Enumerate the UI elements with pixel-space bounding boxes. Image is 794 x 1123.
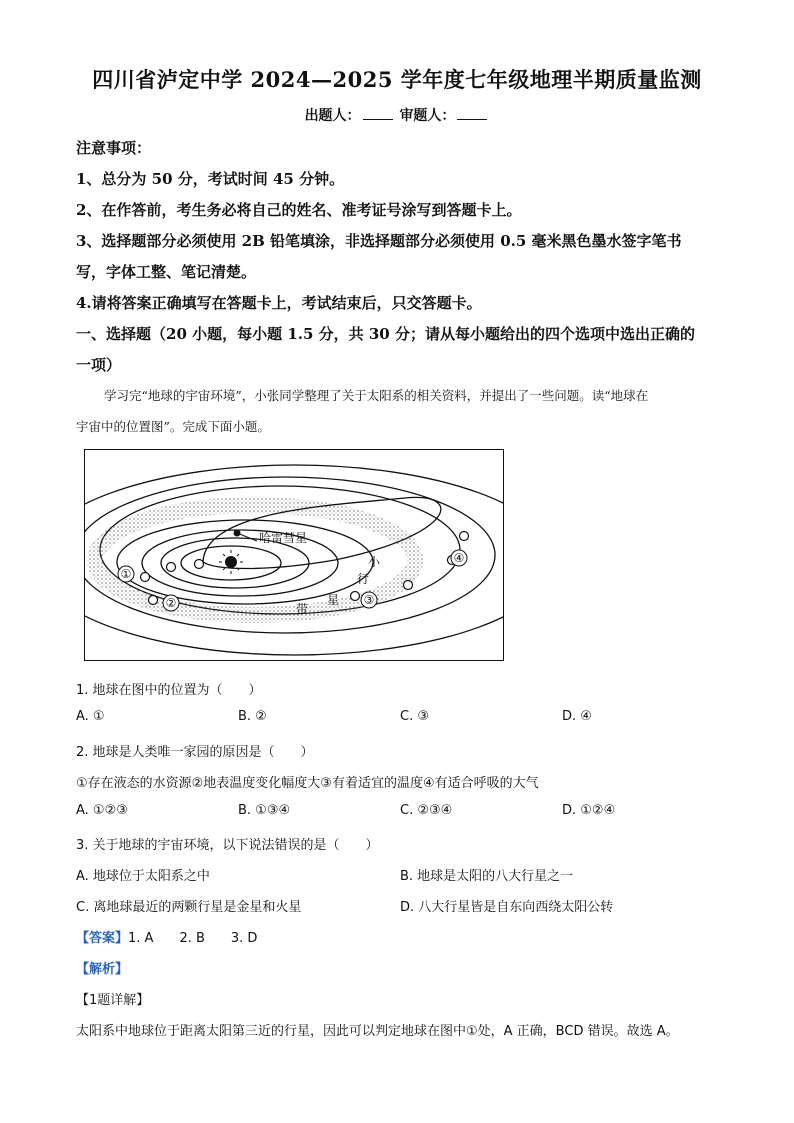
q3-option-a: A. 地球位于太阳系之中: [76, 869, 210, 884]
notice-item-3-line1: 3、选择题部分必须使用 2B 铅笔填涂，非选择题部分必须使用 0.5 毫米黑色墨水签字笔书: [76, 232, 682, 250]
setter-line: [0, 105, 794, 125]
q3-stem: 3. 关于地球的宇宙环境，以下说法错误的是（ ）: [76, 838, 379, 853]
q1-option-d: D. ④: [562, 709, 592, 724]
comet-label: 哈雷彗星: [259, 531, 308, 545]
planet-dot: [167, 563, 176, 572]
planet-dot: [460, 532, 469, 541]
q2-option-a: A. ①②③: [76, 803, 128, 818]
solar-system-figure: [84, 449, 504, 661]
belt-char: 星: [327, 593, 340, 607]
q1-option-a: A. ①: [76, 709, 105, 724]
intro-line2: 宇宙中的位置图”。完成下面小题。: [76, 419, 270, 434]
marker-4: ④: [453, 551, 465, 565]
q3-option-b: B. 地球是太阳的八大行星之一: [400, 869, 574, 884]
planet-dot: [149, 596, 158, 605]
notice-item-3-line2: 写，字体工整、笔记清楚。: [76, 263, 257, 281]
planet-dot: [351, 592, 360, 601]
notice-heading: 注意事项：: [76, 139, 152, 157]
analysis-tag: 【解析】: [76, 962, 129, 977]
section-heading-line1: 一、选择题（20 小题，每小题 1.5 分，共 30 分；请从每小题给出的四个选项中选出正确的: [76, 325, 695, 343]
q3-option-d: D. 八大行星皆是自东向西绕太阳公转: [400, 900, 614, 915]
planet-dot: [195, 560, 204, 569]
notice-item-4: 4.请将答案正确填写在答题卡上，考试结束后，只交答题卡。: [76, 294, 482, 312]
answer-line: [76, 927, 257, 946]
marker-3: ③: [363, 593, 375, 607]
reviewer-label: 审题人：: [399, 108, 456, 124]
reviewer-blank: [457, 107, 487, 120]
q1-option-b: B. ②: [238, 709, 267, 724]
q1-option-c: C. ③: [400, 709, 429, 724]
q1-stem: 1. 地球在图中的位置为（ ）: [76, 683, 262, 698]
detail-text: 太阳系中地球位于距离太阳第三近的行星，因此可以判定地球在图中①处，A 正确，BCD 错误。故选 A。: [76, 1024, 679, 1039]
belt-char: 行: [357, 572, 370, 586]
sun-icon: [225, 556, 237, 568]
notice-item-1: 1、总分为 50 分，考试时间 45 分钟。: [76, 170, 345, 188]
answer-tag: 【答案】: [76, 931, 129, 946]
setter-label: 出题人：: [304, 108, 361, 124]
planet-dot: [141, 573, 150, 582]
detail-tag: 【1题详解】: [76, 993, 150, 1008]
marker-1: ①: [120, 567, 132, 581]
intro-line1: 学习完“地球的宇宙环境”，小张同学整理了关于太阳系的相关资料，并提出了一些问题。读“地球在: [104, 388, 649, 403]
q2-option-b: B. ①③④: [238, 803, 291, 818]
belt-char: 带: [296, 602, 309, 616]
planet-dot: [404, 581, 413, 590]
q2-option-c: C. ②③④: [400, 803, 453, 818]
q2-stem: 2. 地球是人类唯一家园的原因是（ ）: [76, 745, 314, 760]
q2-option-d: D. ①②④: [562, 803, 616, 818]
belt-char: 小: [368, 555, 381, 569]
page-title: 四川省泸定中学 2024—2025 学年度七年级地理半期质量监测: [92, 67, 702, 92]
orbit-4: [117, 520, 373, 604]
marker-2: ②: [165, 596, 177, 610]
q3-option-c: C. 离地球最近的两颗行星是金星和火星: [76, 900, 302, 915]
orbit-outer-1: [85, 465, 503, 655]
section-heading-line2: 一项）: [76, 356, 122, 374]
notice-item-2: 2、在作答前，考生务必将自己的姓名、准考证号涂写到答题卡上。: [76, 201, 522, 219]
setter-blank: [363, 107, 393, 120]
answer-values: 1. A 2. B 3. D: [128, 931, 258, 946]
q2-statements: ①存在液态的水资源②地表温度变化幅度大③有着适宜的温度④有适合呼吸的大气: [76, 776, 539, 791]
